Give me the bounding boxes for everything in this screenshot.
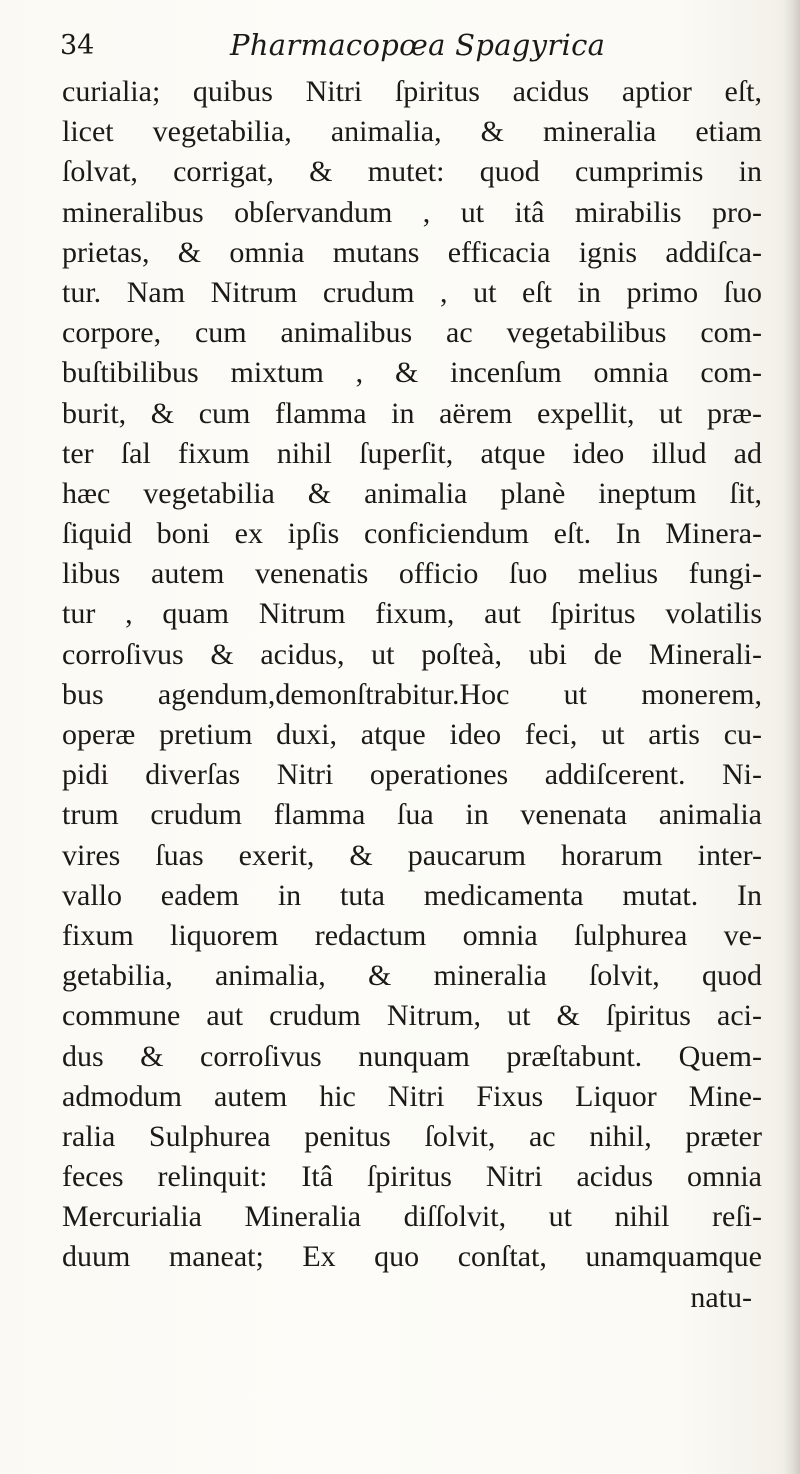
text-line: libus autem venenatis officio ſuo melius fungi- xyxy=(62,557,762,591)
text-line: commune aut crudum Nitrum, ut & ſpiritus aci- xyxy=(62,999,762,1033)
text-line: feces relinquit: Itâ ſpiritus Nitri acidus omnia xyxy=(62,1160,762,1194)
text-line: burit, & cum flamma in aërem expellit, ut præ- xyxy=(62,396,762,430)
text-line: duum maneat; Ex quo conſtat, unamquamque xyxy=(62,1240,762,1274)
text-line: admodum autem hic Nitri Fixus Liquor Mine- xyxy=(62,1079,762,1113)
text-line: vires ſuas exerit, & paucarum horarum inter- xyxy=(62,838,762,872)
text-line: ter ſal fixum nihil ſuperſit, atque ideo illud ad xyxy=(62,436,762,470)
text-line: pidi diverſas Nitri operationes addiſcerent. Ni- xyxy=(62,758,762,792)
text-line: ſolvat, corrigat, & mutet: quod cumprimis in xyxy=(62,155,762,189)
page-number: 34 xyxy=(60,30,95,61)
text-line: Mercurialia Mineralia diſſolvit, ut nihil reſi- xyxy=(62,1200,762,1234)
text-line: vallo eadem in tuta medicamenta mutat. In xyxy=(62,878,762,912)
text-line: dus & corroſivus nunquam præſtabunt. Quem- xyxy=(62,1039,762,1073)
text-line: fixum liquorem redactum omnia ſulphurea ve- xyxy=(62,918,762,952)
text-line: tur , quam Nitrum fixum, aut ſpiritus volatilis xyxy=(62,597,762,631)
text-line: licet vegetabilia, animalia, & mineralia etiam xyxy=(62,115,762,149)
text-line: bus agendum,demonſtrabitur.Hoc ut monerem, xyxy=(62,677,762,711)
text-line: prietas, & omnia mutans efficacia ignis addiſca- xyxy=(62,235,762,269)
text-line: trum crudum flamma ſua in venenata animalia xyxy=(62,798,762,832)
text-line: corroſivus & acidus, ut poſteà, ubi de Minerali- xyxy=(62,637,762,671)
text-line: hæc vegetabilia & animalia planè ineptum ſit, xyxy=(62,476,762,510)
text-line: mineralibus obſervandum , ut itâ mirabilis pro- xyxy=(62,195,762,229)
text-line: operæ pretium duxi, atque ideo feci, ut artis cu- xyxy=(62,718,762,751)
page-edge-shadow xyxy=(784,0,800,1474)
text-line: getabilia, animalia, & mineralia ſolvit, quod xyxy=(62,959,762,993)
text-line: ralia Sulphurea penitus ſolvit, ac nihil, præter xyxy=(62,1119,762,1153)
page-header xyxy=(60,20,760,76)
running-title: Pharmacopœa Spagyrica xyxy=(230,28,606,62)
text-line: buſtibilibus mixtum , & incenſum omnia com- xyxy=(62,356,762,390)
text-line: corpore, cum animalibus ac vegetabilibus com- xyxy=(62,316,762,350)
text-line: tur. Nam Nitrum crudum , ut eſt in primo ſuo xyxy=(62,275,762,309)
text-line: curialia; quibus Nitri ſpiritus acidus aptior eſt, xyxy=(62,75,762,108)
body-text xyxy=(62,72,762,1318)
catchword: natu- xyxy=(690,1280,752,1314)
text-line: ſiquid boni ex ipſis conficiendum eſt. In Minera- xyxy=(62,517,762,551)
